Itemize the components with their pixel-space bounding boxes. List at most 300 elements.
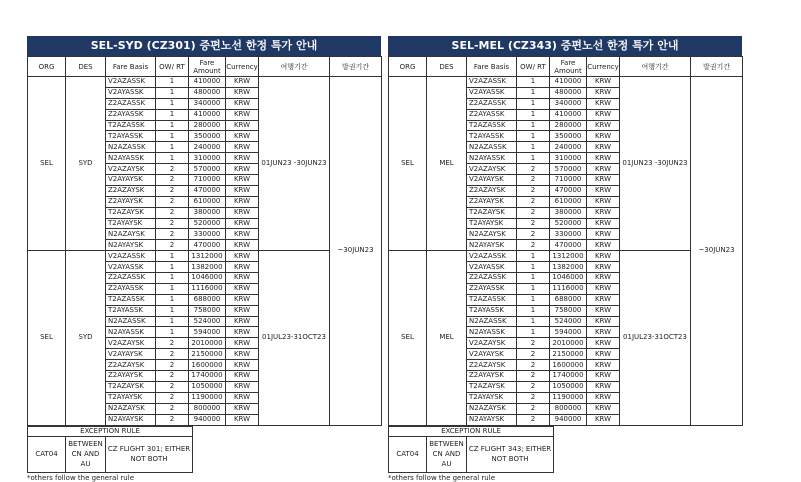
- currency-cell: KRW: [226, 338, 259, 349]
- fare-basis-cell: V2AZASSK: [467, 251, 517, 262]
- fare-amount-cell: 310000: [550, 153, 587, 164]
- ow-rt-cell: 2: [517, 185, 550, 196]
- fare-amount-cell: 240000: [550, 142, 587, 153]
- ow-rt-cell: 1: [517, 131, 550, 142]
- fare-amount-cell: 1050000: [189, 381, 226, 392]
- origin-cell: SEL: [389, 77, 427, 251]
- fare-basis-cell: N2AZAYSK: [467, 403, 517, 414]
- fare-basis-cell: N2AYAYSK: [467, 414, 517, 425]
- fare-basis-cell: T2AYAYSK: [106, 392, 156, 403]
- fare-basis-cell: V2AYAYSK: [106, 349, 156, 360]
- ow-rt-cell: 2: [517, 338, 550, 349]
- exception-rule: CZ FLIGHT 343; EITHER NOT BOTH: [467, 436, 554, 472]
- fare-basis-cell: N2AYASSK: [467, 327, 517, 338]
- currency-cell: KRW: [226, 77, 259, 88]
- fare-basis-cell: N2AYASSK: [467, 153, 517, 164]
- currency-cell: KRW: [587, 229, 620, 240]
- fare-basis-cell: Z2AYAYSK: [467, 371, 517, 382]
- currency-cell: KRW: [587, 381, 620, 392]
- origin-cell: SEL: [389, 251, 427, 425]
- fare-amount-cell: 710000: [189, 175, 226, 186]
- fare-amount-cell: 800000: [189, 403, 226, 414]
- ow-rt-cell: 1: [156, 153, 189, 164]
- travel-period-cell: 01JUN23 -30JUN23: [259, 77, 330, 251]
- fare-basis-cell: Z2AYAYSK: [106, 196, 156, 207]
- fare-basis-cell: V2AYASSK: [467, 262, 517, 273]
- fare-basis-cell: Z2AZAYSK: [467, 360, 517, 371]
- fare-amount-cell: 710000: [550, 175, 587, 186]
- fare-amount-cell: 310000: [189, 153, 226, 164]
- currency-cell: KRW: [226, 131, 259, 142]
- currency-cell: KRW: [226, 273, 259, 284]
- currency-cell: KRW: [226, 360, 259, 371]
- currency-cell: KRW: [587, 120, 620, 131]
- destination-cell: SYD: [66, 77, 106, 251]
- ow-rt-cell: 1: [517, 98, 550, 109]
- travel-period-cell: 01JUL23-31OCT23: [620, 251, 691, 425]
- currency-cell: KRW: [587, 98, 620, 109]
- destination-cell: SYD: [66, 251, 106, 425]
- header-travel-period: 여행기간: [620, 57, 691, 77]
- currency-cell: KRW: [587, 185, 620, 196]
- fare-amount-cell: 1382000: [550, 262, 587, 273]
- currency-cell: KRW: [587, 207, 620, 218]
- ow-rt-cell: 2: [156, 207, 189, 218]
- destination-cell: MEL: [427, 77, 467, 251]
- fare-amount-cell: 594000: [550, 327, 587, 338]
- fare-amount-cell: 2010000: [189, 338, 226, 349]
- ow-rt-cell: 1: [156, 262, 189, 273]
- ow-rt-cell: 1: [156, 120, 189, 131]
- fare-amount-cell: 1312000: [189, 251, 226, 262]
- fare-amount-cell: 1050000: [550, 381, 587, 392]
- fare-basis-cell: T2AYASSK: [106, 305, 156, 316]
- fare-row: [389, 251, 743, 262]
- fare-amount-cell: 520000: [189, 218, 226, 229]
- fare-basis-cell: Z2AZASSK: [106, 273, 156, 284]
- currency-cell: KRW: [587, 403, 620, 414]
- ow-rt-cell: 1: [156, 283, 189, 294]
- footnote: *others follow the general rule: [388, 473, 495, 482]
- fare-amount-cell: 330000: [189, 229, 226, 240]
- fare-amount-cell: 524000: [550, 316, 587, 327]
- currency-cell: KRW: [587, 294, 620, 305]
- currency-cell: KRW: [226, 349, 259, 360]
- currency-cell: KRW: [226, 87, 259, 98]
- currency-cell: KRW: [226, 175, 259, 186]
- ow-rt-cell: 2: [517, 403, 550, 414]
- fare-amount-cell: 1190000: [189, 392, 226, 403]
- ow-rt-cell: 2: [156, 175, 189, 186]
- ow-rt-cell: 2: [517, 381, 550, 392]
- currency-cell: KRW: [587, 305, 620, 316]
- currency-cell: KRW: [226, 327, 259, 338]
- origin-cell: SEL: [28, 77, 66, 251]
- ow-rt-cell: 2: [517, 175, 550, 186]
- exception-between: BETWEEN CN AND AU: [66, 436, 106, 472]
- travel-period-cell: 01JUN23 -30JUN23: [620, 77, 691, 251]
- fare-basis-cell: T2AZAYSK: [106, 381, 156, 392]
- currency-cell: KRW: [226, 185, 259, 196]
- currency-cell: KRW: [226, 381, 259, 392]
- fare-amount-cell: 350000: [189, 131, 226, 142]
- fare-amount-cell: 380000: [189, 207, 226, 218]
- currency-cell: KRW: [226, 207, 259, 218]
- ow-rt-cell: 1: [517, 283, 550, 294]
- ticketing-period-cell: ~30JUN23: [691, 77, 743, 426]
- fare-amount-cell: 1740000: [550, 371, 587, 382]
- fare-amount-cell: 1312000: [550, 251, 587, 262]
- header-ticketing-period: 발권기간: [691, 57, 743, 77]
- currency-cell: KRW: [587, 218, 620, 229]
- fare-basis-cell: N2AYAYSK: [106, 414, 156, 425]
- fare-amount-cell: 410000: [550, 77, 587, 88]
- ow-rt-cell: 2: [517, 196, 550, 207]
- ow-rt-cell: 1: [517, 316, 550, 327]
- currency-cell: KRW: [587, 283, 620, 294]
- fare-amount-cell: 1190000: [550, 392, 587, 403]
- fare-basis-cell: T2AZAYSK: [467, 381, 517, 392]
- header-fare-amount: Fare Amount: [550, 57, 587, 77]
- ow-rt-cell: 2: [156, 360, 189, 371]
- ow-rt-cell: 2: [156, 403, 189, 414]
- fare-basis-cell: N2AYASSK: [106, 153, 156, 164]
- ow-rt-cell: 2: [517, 371, 550, 382]
- fare-amount-cell: 1600000: [189, 360, 226, 371]
- fare-basis-cell: N2AZASSK: [467, 316, 517, 327]
- fare-panel-sel-mel: [388, 36, 742, 482]
- currency-cell: KRW: [587, 87, 620, 98]
- currency-cell: KRW: [587, 175, 620, 186]
- fare-basis-cell: T2AYAYSK: [467, 392, 517, 403]
- fare-basis-cell: N2AZASSK: [467, 142, 517, 153]
- exception-rule: CZ FLIGHT 301; EITHER NOT BOTH: [106, 436, 193, 472]
- origin-cell: SEL: [28, 251, 66, 425]
- ow-rt-cell: 1: [517, 305, 550, 316]
- currency-cell: KRW: [226, 240, 259, 251]
- header-des: DES: [66, 57, 106, 77]
- ow-rt-cell: 2: [156, 338, 189, 349]
- currency-cell: KRW: [587, 338, 620, 349]
- fare-amount-cell: 2150000: [189, 349, 226, 360]
- ow-rt-cell: 2: [156, 414, 189, 425]
- currency-cell: KRW: [226, 414, 259, 425]
- fare-amount-cell: 758000: [550, 305, 587, 316]
- fare-amount-cell: 610000: [550, 196, 587, 207]
- ticketing-period-cell: ~30JUN23: [330, 77, 382, 426]
- ow-rt-cell: 1: [156, 98, 189, 109]
- currency-cell: KRW: [587, 316, 620, 327]
- ow-rt-cell: 1: [156, 142, 189, 153]
- fare-basis-cell: V2AZAYSK: [106, 338, 156, 349]
- currency-cell: KRW: [226, 392, 259, 403]
- fare-amount-cell: 350000: [550, 131, 587, 142]
- currency-cell: KRW: [226, 371, 259, 382]
- ow-rt-cell: 2: [156, 381, 189, 392]
- ow-rt-cell: 1: [517, 77, 550, 88]
- fare-amount-cell: 340000: [189, 98, 226, 109]
- ow-rt-cell: 2: [156, 196, 189, 207]
- header-ticketing-period: 발권기간: [330, 57, 382, 77]
- exception-title: EXCEPTION RULE: [28, 426, 193, 436]
- fare-basis-cell: V2AYASSK: [467, 87, 517, 98]
- ow-rt-cell: 1: [156, 305, 189, 316]
- fare-amount-cell: 2150000: [550, 349, 587, 360]
- fare-amount-cell: 594000: [189, 327, 226, 338]
- fare-amount-cell: 1382000: [189, 262, 226, 273]
- fare-amount-cell: 1600000: [550, 360, 587, 371]
- ow-rt-cell: 2: [156, 164, 189, 175]
- fare-basis-cell: N2AZASSK: [106, 142, 156, 153]
- fare-amount-cell: 940000: [550, 414, 587, 425]
- fare-table: [27, 56, 382, 426]
- fare-basis-cell: V2AYASSK: [106, 87, 156, 98]
- fare-basis-cell: N2AZAYSK: [467, 229, 517, 240]
- footnote: *others follow the general rule: [27, 473, 134, 482]
- ow-rt-cell: 1: [517, 294, 550, 305]
- ow-rt-cell: 2: [517, 207, 550, 218]
- ow-rt-cell: 2: [156, 240, 189, 251]
- fare-basis-cell: T2AYAYSK: [467, 218, 517, 229]
- fare-basis-cell: N2AYAYSK: [106, 240, 156, 251]
- panel-title: SEL-MEL (CZ343) 증편노선 한정 특가 안내: [388, 36, 742, 56]
- fare-basis-cell: V2AZAYSK: [467, 338, 517, 349]
- ow-rt-cell: 1: [517, 273, 550, 284]
- fare-amount-cell: 340000: [550, 98, 587, 109]
- fare-amount-cell: 1116000: [189, 283, 226, 294]
- currency-cell: KRW: [226, 153, 259, 164]
- currency-cell: KRW: [226, 98, 259, 109]
- currency-cell: KRW: [226, 403, 259, 414]
- ow-rt-cell: 1: [156, 77, 189, 88]
- fare-basis-cell: N2AZASSK: [106, 316, 156, 327]
- fare-basis-cell: N2AZAYSK: [106, 403, 156, 414]
- fare-amount-cell: 480000: [189, 87, 226, 98]
- fare-amount-cell: 470000: [189, 185, 226, 196]
- currency-cell: KRW: [587, 251, 620, 262]
- fare-basis-cell: Z2AZASSK: [467, 273, 517, 284]
- currency-cell: KRW: [226, 283, 259, 294]
- panel-title: SEL-SYD (CZ301) 증편노선 한정 특가 안내: [27, 36, 381, 56]
- ow-rt-cell: 1: [517, 120, 550, 131]
- currency-cell: KRW: [226, 164, 259, 175]
- fare-basis-cell: Z2AYAYSK: [467, 196, 517, 207]
- fare-basis-cell: T2AZASSK: [467, 120, 517, 131]
- header-fare-basis: Fare Basis: [467, 57, 517, 77]
- fare-amount-cell: 1046000: [189, 273, 226, 284]
- ow-rt-cell: 1: [517, 109, 550, 120]
- header-currency: Currency: [587, 57, 620, 77]
- ow-rt-cell: 2: [517, 360, 550, 371]
- fare-basis-cell: V2AYAYSK: [467, 349, 517, 360]
- currency-cell: KRW: [587, 360, 620, 371]
- fare-basis-cell: V2AYAYSK: [106, 175, 156, 186]
- currency-cell: KRW: [587, 327, 620, 338]
- exception-table: [388, 426, 554, 473]
- fare-row: [28, 77, 382, 88]
- fare-amount-cell: 2010000: [550, 338, 587, 349]
- ow-rt-cell: 2: [156, 229, 189, 240]
- currency-cell: KRW: [226, 229, 259, 240]
- currency-cell: KRW: [226, 109, 259, 120]
- header-fare-basis: Fare Basis: [106, 57, 156, 77]
- currency-cell: KRW: [587, 349, 620, 360]
- fare-basis-cell: V2AZAYSK: [106, 164, 156, 175]
- ow-rt-cell: 2: [156, 349, 189, 360]
- fare-basis-cell: T2AZASSK: [106, 120, 156, 131]
- ow-rt-cell: 1: [517, 251, 550, 262]
- fare-amount-cell: 940000: [189, 414, 226, 425]
- currency-cell: KRW: [587, 371, 620, 382]
- fare-basis-cell: N2AYASSK: [106, 327, 156, 338]
- currency-cell: KRW: [226, 262, 259, 273]
- exception-table: [27, 426, 193, 473]
- header-ow-rt: OW/ RT: [156, 57, 189, 77]
- fare-amount-cell: 570000: [189, 164, 226, 175]
- ow-rt-cell: 1: [156, 131, 189, 142]
- fare-amount-cell: 520000: [550, 218, 587, 229]
- currency-cell: KRW: [226, 316, 259, 327]
- exception-category: CAT04: [28, 436, 66, 472]
- fare-row: [28, 251, 382, 262]
- ow-rt-cell: 1: [156, 251, 189, 262]
- fare-amount-cell: 688000: [550, 294, 587, 305]
- fare-basis-cell: V2AZAYSK: [467, 164, 517, 175]
- header-ow-rt: OW/ RT: [517, 57, 550, 77]
- fare-amount-cell: 1046000: [550, 273, 587, 284]
- fare-amount-cell: 1740000: [189, 371, 226, 382]
- currency-cell: KRW: [226, 294, 259, 305]
- fare-amount-cell: 470000: [550, 185, 587, 196]
- header-org: ORG: [389, 57, 427, 77]
- currency-cell: KRW: [226, 120, 259, 131]
- fare-amount-cell: 1116000: [550, 283, 587, 294]
- ow-rt-cell: 2: [517, 392, 550, 403]
- ow-rt-cell: 1: [156, 327, 189, 338]
- fare-basis-cell: Z2AZAYSK: [106, 185, 156, 196]
- fare-amount-cell: 480000: [550, 87, 587, 98]
- currency-cell: KRW: [226, 305, 259, 316]
- fare-amount-cell: 524000: [189, 316, 226, 327]
- ow-rt-cell: 2: [517, 164, 550, 175]
- currency-cell: KRW: [587, 240, 620, 251]
- fare-basis-cell: Z2AYASSK: [106, 109, 156, 120]
- ow-rt-cell: 2: [517, 229, 550, 240]
- currency-cell: KRW: [587, 153, 620, 164]
- header-travel-period: 여행기간: [259, 57, 330, 77]
- fare-basis-cell: N2AZAYSK: [106, 229, 156, 240]
- currency-cell: KRW: [226, 196, 259, 207]
- currency-cell: KRW: [587, 131, 620, 142]
- ow-rt-cell: 2: [517, 218, 550, 229]
- ow-rt-cell: 2: [517, 349, 550, 360]
- fare-amount-cell: 470000: [550, 240, 587, 251]
- fare-amount-cell: 280000: [550, 120, 587, 131]
- fare-basis-cell: T2AYAYSK: [106, 218, 156, 229]
- header-currency: Currency: [226, 57, 259, 77]
- currency-cell: KRW: [587, 392, 620, 403]
- ow-rt-cell: 1: [517, 142, 550, 153]
- fare-amount-cell: 570000: [550, 164, 587, 175]
- ow-rt-cell: 1: [156, 273, 189, 284]
- currency-cell: KRW: [587, 77, 620, 88]
- fare-row: [389, 77, 743, 88]
- currency-cell: KRW: [226, 218, 259, 229]
- fare-basis-cell: Z2AYAYSK: [106, 371, 156, 382]
- fare-amount-cell: 688000: [189, 294, 226, 305]
- ow-rt-cell: 2: [156, 371, 189, 382]
- fare-basis-cell: N2AYAYSK: [467, 240, 517, 251]
- header-fare-amount: Fare Amount: [189, 57, 226, 77]
- fare-basis-cell: T2AZASSK: [106, 294, 156, 305]
- currency-cell: KRW: [587, 164, 620, 175]
- travel-period-cell: 01JUL23-31OCT23: [259, 251, 330, 425]
- fare-amount-cell: 800000: [550, 403, 587, 414]
- fare-basis-cell: Z2AZASSK: [467, 98, 517, 109]
- header-des: DES: [427, 57, 467, 77]
- fare-basis-cell: T2AZASSK: [467, 294, 517, 305]
- ow-rt-cell: 2: [517, 414, 550, 425]
- ow-rt-cell: 1: [517, 327, 550, 338]
- fare-basis-cell: V2AZASSK: [106, 251, 156, 262]
- fare-basis-cell: Z2AZASSK: [106, 98, 156, 109]
- currency-cell: KRW: [587, 109, 620, 120]
- ow-rt-cell: 1: [517, 153, 550, 164]
- ow-rt-cell: 2: [156, 218, 189, 229]
- fare-amount-cell: 610000: [189, 196, 226, 207]
- ow-rt-cell: 1: [156, 109, 189, 120]
- fare-panel-sel-syd: [27, 36, 381, 482]
- fare-basis-cell: V2AZASSK: [106, 77, 156, 88]
- currency-cell: KRW: [587, 142, 620, 153]
- currency-cell: KRW: [587, 273, 620, 284]
- fare-basis-cell: V2AYAYSK: [467, 175, 517, 186]
- ow-rt-cell: 2: [156, 185, 189, 196]
- fare-amount-cell: 410000: [550, 109, 587, 120]
- fare-basis-cell: Z2AYASSK: [467, 109, 517, 120]
- fare-basis-cell: T2AZAYSK: [467, 207, 517, 218]
- fare-basis-cell: T2AZAYSK: [106, 207, 156, 218]
- currency-cell: KRW: [226, 142, 259, 153]
- fare-table: [388, 56, 743, 426]
- fare-amount-cell: 470000: [189, 240, 226, 251]
- fare-amount-cell: 280000: [189, 120, 226, 131]
- destination-cell: MEL: [427, 251, 467, 425]
- header-org: ORG: [28, 57, 66, 77]
- ow-rt-cell: 1: [156, 87, 189, 98]
- fare-basis-cell: T2AYASSK: [467, 305, 517, 316]
- fare-basis-cell: Z2AYASSK: [467, 283, 517, 294]
- currency-cell: KRW: [587, 414, 620, 425]
- fare-basis-cell: Z2AZAYSK: [467, 185, 517, 196]
- exception-between: BETWEEN CN AND AU: [427, 436, 467, 472]
- fare-amount-cell: 410000: [189, 77, 226, 88]
- fare-amount-cell: 240000: [189, 142, 226, 153]
- fare-basis-cell: V2AZASSK: [467, 77, 517, 88]
- currency-cell: KRW: [587, 262, 620, 273]
- fare-basis-cell: Z2AZAYSK: [106, 360, 156, 371]
- exception-category: CAT04: [389, 436, 427, 472]
- fare-basis-cell: T2AYASSK: [467, 131, 517, 142]
- fare-amount-cell: 380000: [550, 207, 587, 218]
- ow-rt-cell: 1: [156, 316, 189, 327]
- currency-cell: KRW: [226, 251, 259, 262]
- currency-cell: KRW: [587, 196, 620, 207]
- ow-rt-cell: 1: [156, 294, 189, 305]
- fare-basis-cell: T2AYASSK: [106, 131, 156, 142]
- fare-basis-cell: V2AYASSK: [106, 262, 156, 273]
- ow-rt-cell: 1: [517, 262, 550, 273]
